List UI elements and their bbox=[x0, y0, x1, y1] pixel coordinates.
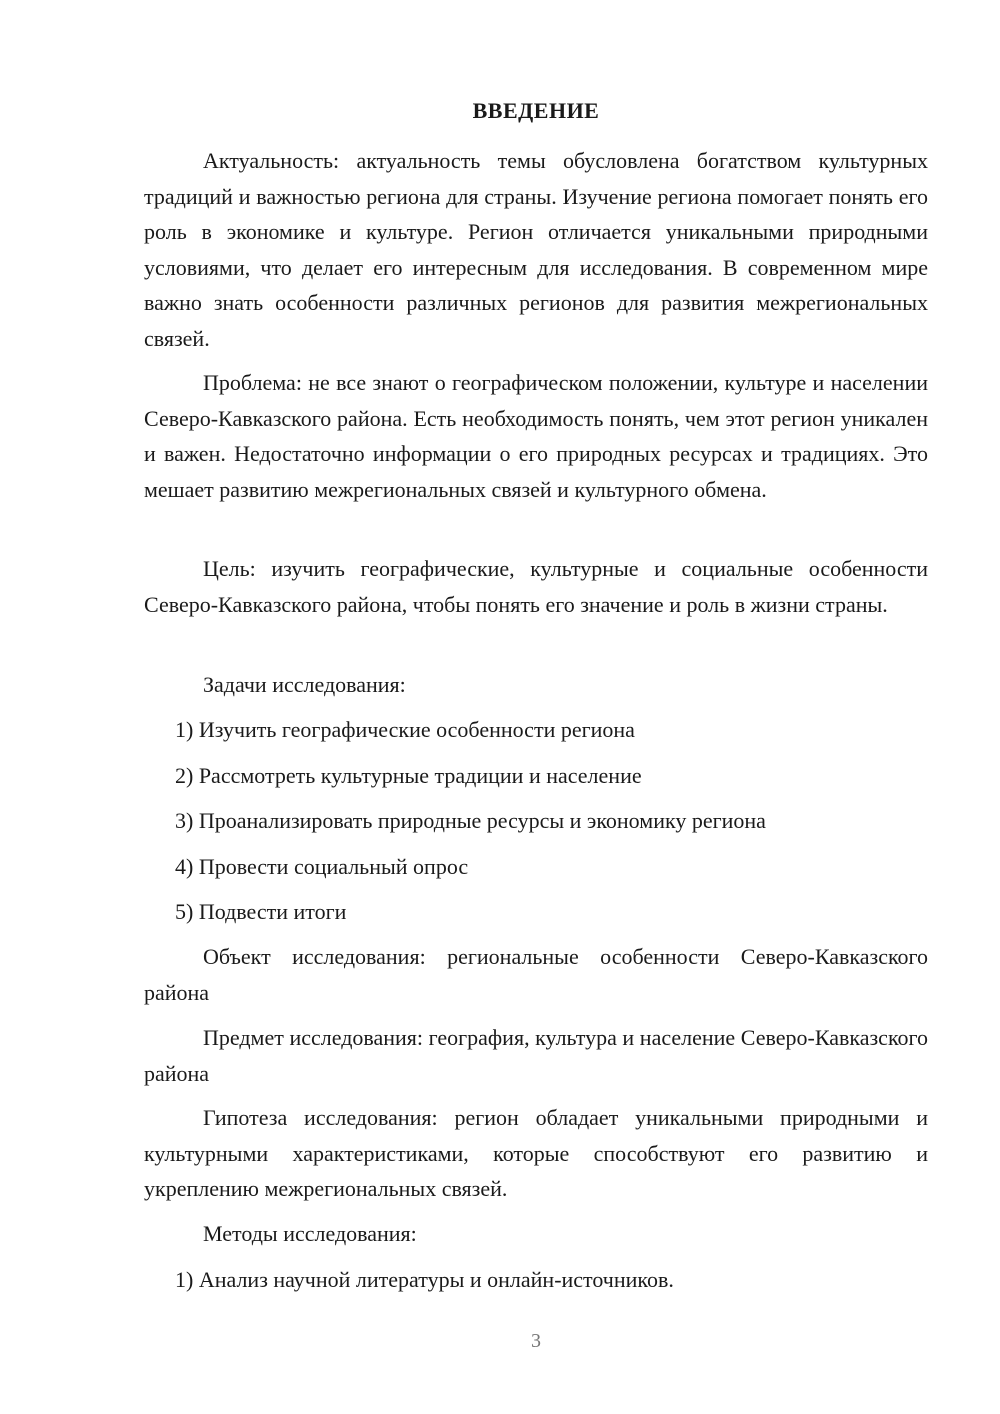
task-item: 4) Провести социальный опрос bbox=[175, 854, 469, 879]
method-item: 1) Анализ научной литературы и онлайн-источников. bbox=[175, 1267, 674, 1292]
task-item: 5) Подвести итоги bbox=[175, 899, 347, 924]
object-paragraph: Объект исследования: региональные особенности Северо-Кавказского района bbox=[144, 944, 928, 1005]
task-item: 2) Рассмотреть культурные традиции и население bbox=[175, 763, 642, 788]
task-item: 3) Проанализировать природные ресурсы и экономику региона bbox=[175, 808, 766, 833]
problem-paragraph: Проблема: не все знают о географическом положении, культуре и населении Северо-Кавказского района. Есть необходимость понять, чем этот регион уникален и важен. Недостаточно информации о его природных ресурсах и традициях. Это мешает развитию межрегиональных связей и культурного обмена. bbox=[144, 370, 928, 502]
goal-paragraph: Цель: изучить географические, культурные и социальные особенности Северо-Кавказского района, чтобы понять его значение и роль в жизни страны. bbox=[144, 556, 928, 617]
methods-heading: Методы исследования: bbox=[203, 1221, 417, 1246]
hypothesis-paragraph: Гипотеза исследования: регион обладает уникальными природными и культурными характеристиками, которые способствуют его развитию и укреплению межрегиональных связей. bbox=[144, 1105, 928, 1201]
subject-paragraph: Предмет исследования: география, культура и население Северо-Кавказского района bbox=[144, 1025, 928, 1086]
tasks-heading: Задачи исследования: bbox=[203, 672, 406, 697]
task-item: 1) Изучить географические особенности региона bbox=[175, 717, 635, 742]
relevance-paragraph: Актуальность: актуальность темы обусловлена богатством культурных традиций и важностью региона для страны. Изучение региона помогает понять его роль в экономике и культуре. Регион отличается уникальными природными условиями, что делает его интересным для исследования. В современном мире важно знать особенности различных регионов для развития межрегиональных связей. bbox=[144, 148, 928, 351]
page-title: ВВЕДЕНИЕ bbox=[472, 98, 600, 123]
page-number: 3 bbox=[531, 1330, 541, 1352]
